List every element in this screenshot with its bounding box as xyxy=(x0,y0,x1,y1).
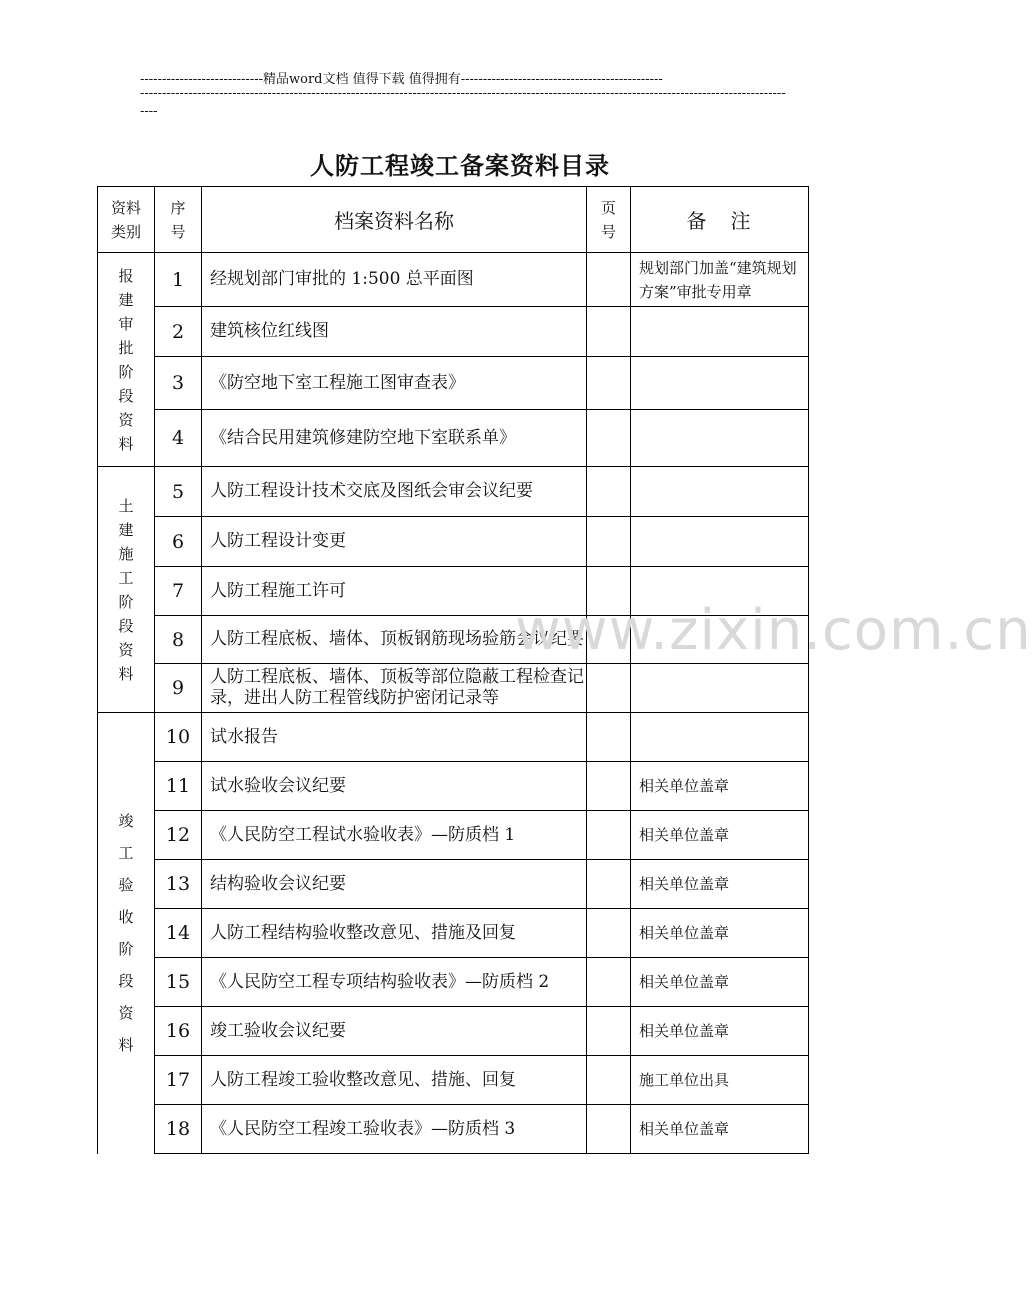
seq-cell: 12 xyxy=(155,811,202,860)
page-cell xyxy=(587,467,631,517)
note-cell: 相关单位盖章 xyxy=(631,909,809,958)
seq-cell: 5 xyxy=(155,467,202,517)
name-cell: 竣工验收会议纪要 xyxy=(202,1007,587,1056)
table-row xyxy=(98,713,809,762)
name-cell: 《防空地下室工程施工图审查表》 xyxy=(202,357,587,410)
page-cell xyxy=(587,811,631,860)
name-cell: 试水验收会议纪要 xyxy=(202,762,587,811)
seq-cell: 17 xyxy=(155,1056,202,1105)
table-row xyxy=(98,664,809,713)
name-cell: 人防工程设计技术交底及图纸会审会议纪要 xyxy=(202,467,587,517)
page-title: 人防工程竣工备案资料目录 xyxy=(310,151,610,180)
header-dash-line-1: ----------------------------精品word文档 值得下载 值得拥有---------------------------------------------- xyxy=(140,72,663,87)
page-cell xyxy=(587,1105,631,1154)
name-cell: 建筑核位红线图 xyxy=(202,307,587,357)
table-row xyxy=(98,517,809,567)
category-cell xyxy=(98,467,155,713)
page-cell xyxy=(587,1007,631,1056)
page-cell xyxy=(587,307,631,357)
name-cell: 试水报告 xyxy=(202,713,587,762)
seq-cell: 13 xyxy=(155,860,202,909)
category-label: 竣工验收阶段资料 xyxy=(118,812,134,1055)
note-cell: 相关单位盖章 xyxy=(631,762,809,811)
table-row xyxy=(98,410,809,467)
seq-cell: 2 xyxy=(155,307,202,357)
table-row xyxy=(98,1105,809,1154)
note-cell xyxy=(631,713,809,762)
name-cell: 人防工程底板、墙体、顶板钢筋现场验筋会议纪要 xyxy=(202,616,587,664)
note-cell xyxy=(631,664,809,713)
seq-cell: 10 xyxy=(155,713,202,762)
seq-cell: 4 xyxy=(155,410,202,467)
note-cell: 相关单位盖章 xyxy=(631,1105,809,1154)
seq-cell: 6 xyxy=(155,517,202,567)
name-cell: 《人民防空工程竣工验收表》—防质档 3 xyxy=(202,1105,587,1154)
category-label: 土建施工阶段资料 xyxy=(118,496,134,683)
watermark: www.zixin.com.cn xyxy=(515,598,1032,663)
header-note: 备 注 xyxy=(631,187,809,253)
note-cell xyxy=(631,410,809,467)
table-row xyxy=(98,253,809,307)
note-cell xyxy=(631,517,809,567)
note-cell: 规划部门加盖“建筑规划方案”审批专用章 xyxy=(631,253,809,307)
table-row xyxy=(98,467,809,517)
table-row xyxy=(98,1007,809,1056)
archive-table xyxy=(97,186,809,1154)
note-cell xyxy=(631,357,809,410)
table-row xyxy=(98,860,809,909)
seq-cell: 1 xyxy=(155,253,202,307)
table-row xyxy=(98,762,809,811)
header-dash-line-3: ---- xyxy=(140,104,158,119)
header-category: 资料类别 xyxy=(98,187,155,253)
table-row xyxy=(98,909,809,958)
note-cell xyxy=(631,307,809,357)
header-seq: 序号 xyxy=(155,187,202,253)
seq-cell: 14 xyxy=(155,909,202,958)
page-cell xyxy=(587,909,631,958)
note-cell: 施工单位出具 xyxy=(631,1056,809,1105)
name-cell: 人防工程竣工验收整改意见、措施、回复 xyxy=(202,1056,587,1105)
name-cell: 人防工程结构验收整改意见、措施及回复 xyxy=(202,909,587,958)
table-row xyxy=(98,811,809,860)
table-row xyxy=(98,357,809,410)
name-cell: 《人民防空工程试水验收表》—防质档 1 xyxy=(202,811,587,860)
name-cell: 《结合民用建筑修建防空地下室联系单》 xyxy=(202,410,587,467)
header-dash-line-2: --------------------------------------------------------------------------------------------------------------------------------------------------- xyxy=(140,86,786,101)
table-row xyxy=(98,307,809,357)
seq-cell: 9 xyxy=(155,664,202,713)
note-cell: 相关单位盖章 xyxy=(631,811,809,860)
name-cell: 经规划部门审批的 1:500 总平面图 xyxy=(202,253,587,307)
table-row xyxy=(98,958,809,1007)
name-cell: 《人民防空工程专项结构验收表》—防质档 2 xyxy=(202,958,587,1007)
page-cell xyxy=(587,253,631,307)
note-cell: 相关单位盖章 xyxy=(631,958,809,1007)
seq-cell: 15 xyxy=(155,958,202,1007)
seq-cell: 11 xyxy=(155,762,202,811)
page-cell xyxy=(587,860,631,909)
page-cell xyxy=(587,1056,631,1105)
seq-cell: 7 xyxy=(155,567,202,616)
name-cell: 人防工程施工许可 xyxy=(202,567,587,616)
table-header-row xyxy=(98,187,809,253)
name-cell: 结构验收会议纪要 xyxy=(202,860,587,909)
seq-cell: 8 xyxy=(155,616,202,664)
page-cell xyxy=(587,357,631,410)
page-cell xyxy=(587,713,631,762)
seq-cell: 18 xyxy=(155,1105,202,1154)
page-cell xyxy=(587,410,631,467)
header-page: 页号 xyxy=(587,187,631,253)
note-cell: 相关单位盖章 xyxy=(631,1007,809,1056)
category-label: 报建审批阶段资料 xyxy=(118,266,134,453)
seq-cell: 3 xyxy=(155,357,202,410)
page-cell xyxy=(587,958,631,1007)
page-cell xyxy=(587,517,631,567)
page-cell xyxy=(587,664,631,713)
header-name: 档案资料名称 xyxy=(202,187,587,253)
name-cell: 人防工程设计变更 xyxy=(202,517,587,567)
note-cell xyxy=(631,467,809,517)
seq-cell: 16 xyxy=(155,1007,202,1056)
page-cell xyxy=(587,762,631,811)
note-cell: 相关单位盖章 xyxy=(631,860,809,909)
category-cell xyxy=(98,253,155,467)
name-cell: 人防工程底板、墙体、顶板等部位隐蔽工程检查记录，进出人防工程管线防护密闭记录等 xyxy=(202,664,587,713)
category-cell xyxy=(98,713,155,1154)
table-row xyxy=(98,1056,809,1105)
